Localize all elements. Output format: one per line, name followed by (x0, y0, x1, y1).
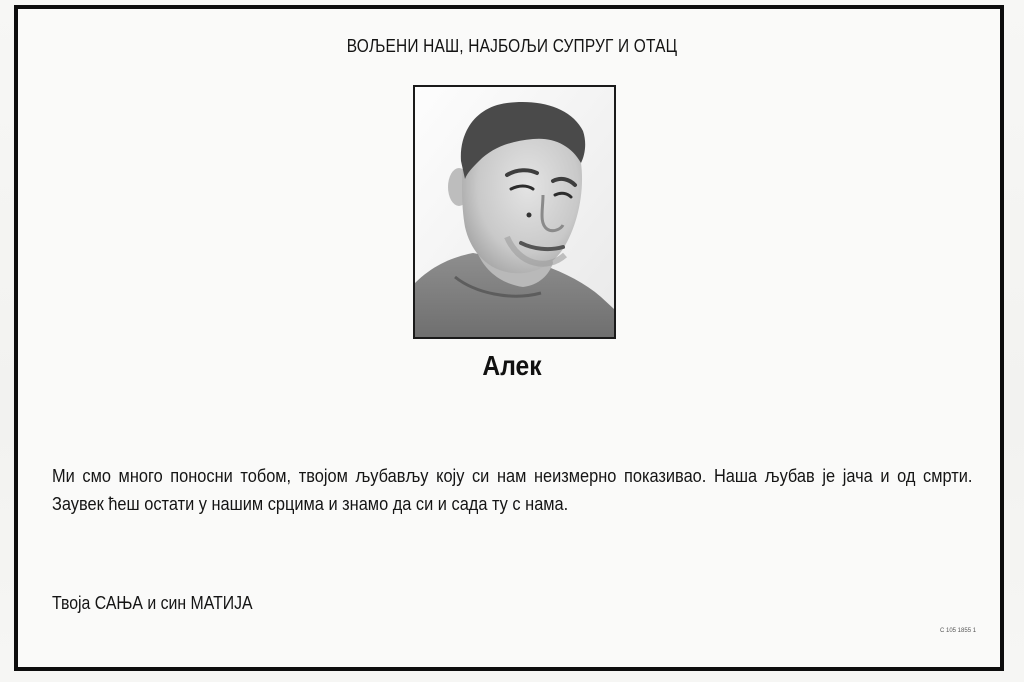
notice-heading: ВОЉЕНИ НАШ, НАЈБОЉИ СУПРУГ И ОТАЦ (346, 36, 678, 56)
deceased-name: Алек (482, 350, 542, 381)
signature-line: Твоја САЊА и син МАТИЈА (52, 593, 253, 613)
portrait-photo (413, 85, 616, 339)
memorial-message: Ми смо много поносни тобом, твојом љубављу коју си нам неизмерно показивао. Наша љубав је јача и од смрти. Заувек ћеш остати у нашим срцима и знамо да си и сада ту с нама. (52, 465, 973, 514)
print-code: C 105 1855 1 (940, 628, 977, 634)
